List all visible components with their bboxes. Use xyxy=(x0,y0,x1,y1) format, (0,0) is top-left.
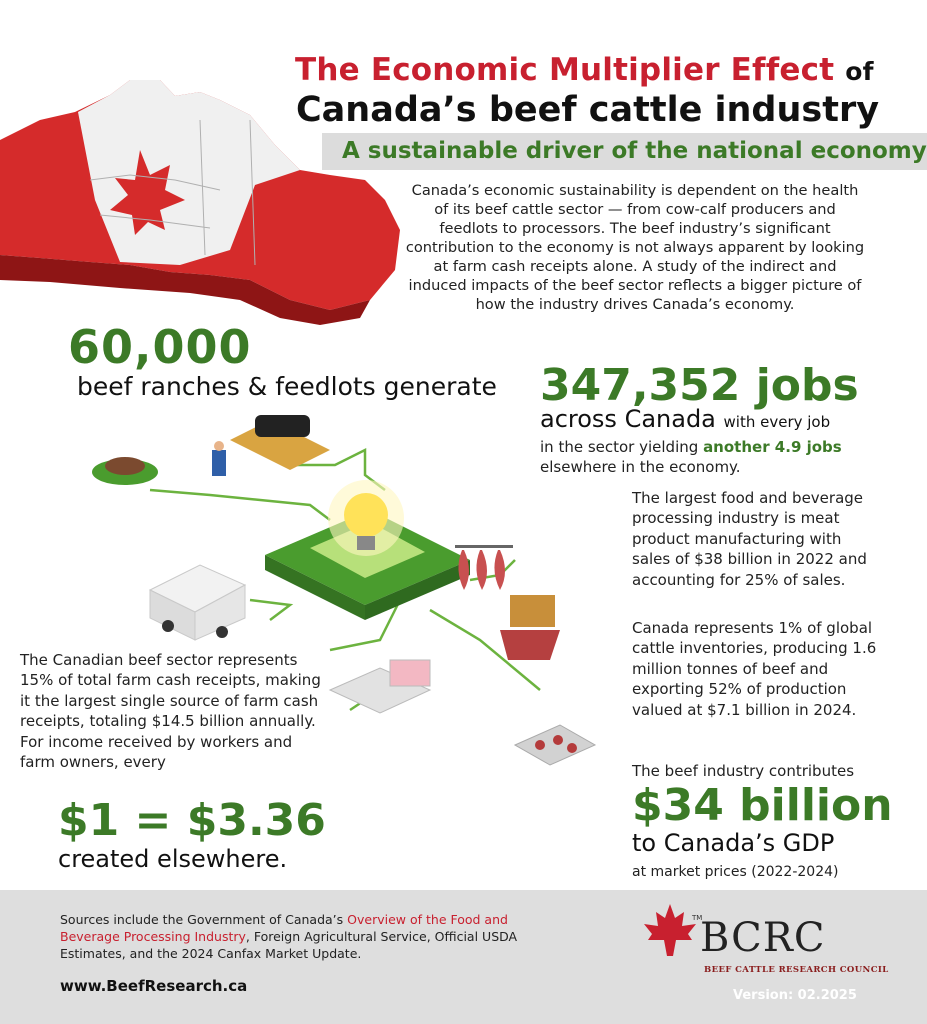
gdp-lead: The beef industry contributes xyxy=(632,762,855,780)
bcrc-logo-text: BCRC xyxy=(700,915,826,961)
subtitle: A sustainable driver of the national economy xyxy=(342,138,927,164)
jobs-across: across Canada xyxy=(540,405,716,433)
ranches-text: beef ranches & feedlots generate xyxy=(77,372,497,401)
version-label: Version: 02.2025 xyxy=(733,988,857,1003)
gdp-to-canada: to Canada’s GDP xyxy=(632,829,835,857)
jobs-with-every: with every job xyxy=(723,413,831,431)
intro-paragraph: Canada’s economic sustainability is dependent on the health of its beef cattle sector — from cow-calf producers and feedlots to processors. The beef industry’s significant contribution to the economy is not always apparent by looking at farm cash receipts alone. A study of the indirect and induced impacts of the beef sector reflects a bigger picture of how the industry drives Canada’s economy. xyxy=(405,182,865,313)
maple-leaf-icon xyxy=(640,900,703,960)
website-link[interactable]: www.BeefResearch.ca xyxy=(60,977,248,995)
gdp-number: $34 billion xyxy=(632,780,893,831)
gdp-market-prices: at market prices (2022-2024) xyxy=(632,864,839,880)
title-line-2: Canada’s beef cattle industry xyxy=(296,90,880,130)
sources-link[interactable]: Overview of the Food and Beverage Processing Industry xyxy=(60,912,508,944)
bcrc-logo-subtitle: BEEF CATTLE RESEARCH COUNCIL xyxy=(704,965,889,975)
multiplier-number: $1 = $3.36 xyxy=(58,795,326,846)
jobs-number: 347,352 jobs xyxy=(540,360,859,411)
logo-tm: TM xyxy=(692,914,703,922)
sources-text xyxy=(60,911,530,962)
global-inventory-text: Canada represents 1% of global cattle inventories, producing 1.6 million tonnes of beef and exporting 52% of production valued at $7.1 billion in 2024. xyxy=(632,619,877,719)
ranches-number: 60,000 xyxy=(68,320,252,374)
title-red: The Economic Multiplier Effect xyxy=(295,52,835,88)
title-of: of xyxy=(845,57,874,86)
sector-text: The Canadian beef sector represents 15% of total farm cash receipts, making it the largest single source of farm cash receipts, totaling $14.5 billion annually. For income received by workers and farm owners, every xyxy=(20,651,321,772)
sources-rest: , Foreign Agricultural Service, Official USDA Estimates, and the 2024 Canfax Market Update. xyxy=(60,929,518,961)
jobs-line2-a: in the sector yielding xyxy=(540,438,699,456)
sources-lead: Sources include the Government of Canada’s xyxy=(60,912,344,927)
jobs-highlight: another 4.9 jobs xyxy=(703,438,842,456)
food-processing-text: The largest food and beverage processing industry is meat product manufacturing with sales of $38 billion in 2022 and accounting for 25% of sales. xyxy=(632,489,867,589)
created-elsewhere: created elsewhere. xyxy=(58,845,288,873)
jobs-line2-b: elsewhere in the economy. xyxy=(540,458,741,476)
